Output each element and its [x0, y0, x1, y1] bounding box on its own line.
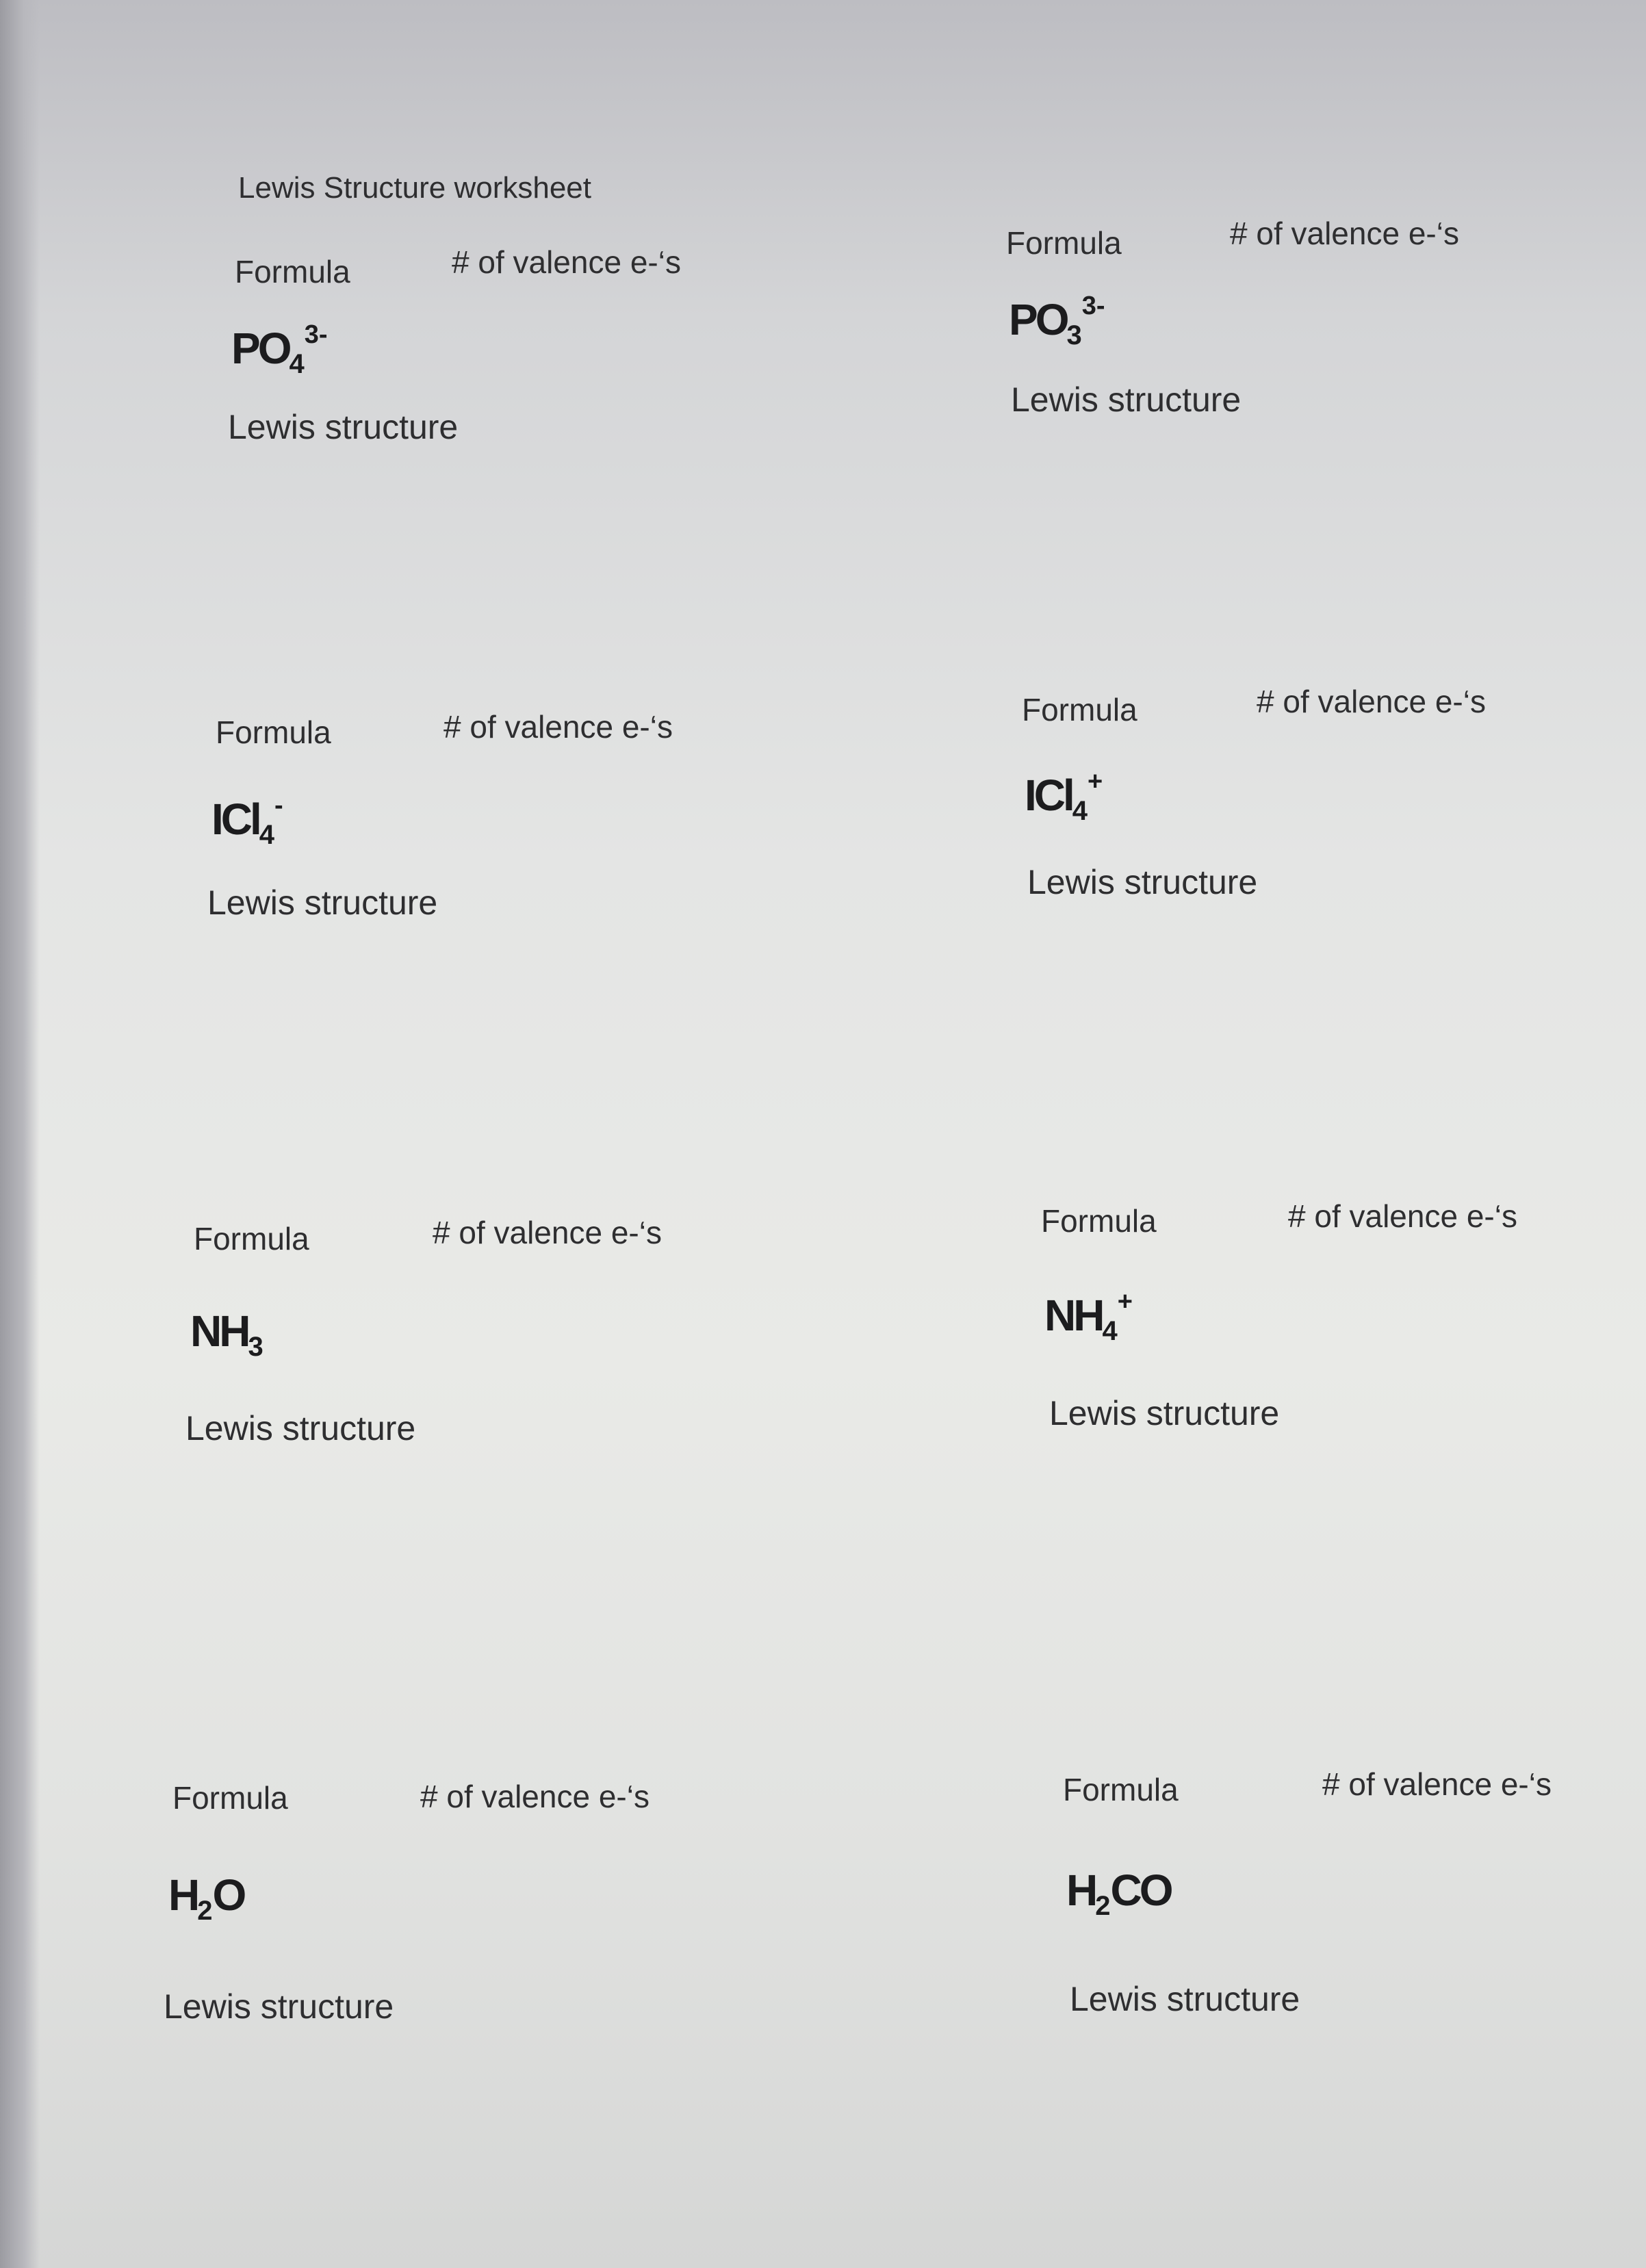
valence-electrons-label: # of valence e-‘s — [443, 709, 673, 745]
formula-icl4-minus: ICl$_4$- — [211, 791, 283, 850]
formula-label: Formula — [1063, 1772, 1179, 1807]
valence-electrons-label: # of valence e-‘s — [420, 1779, 650, 1814]
valence-electrons-label: # of valence e-‘s — [452, 244, 681, 280]
valence-electrons-label: # of valence e-‘s — [1288, 1198, 1517, 1234]
valence-electrons-label: # of valence e-‘s — [1230, 216, 1459, 251]
formula-label: Formula — [194, 1221, 309, 1257]
formula-po4-3minus: $PO_4^{3-}$ — [231, 320, 328, 379]
lewis-structure-label: Lewis structure — [1049, 1394, 1280, 1432]
formula-label: Formula — [216, 714, 331, 750]
lewis-structure-label: Lewis structure — [228, 408, 459, 446]
page-edge — [0, 0, 40, 2268]
lewis-structure-label: Lewis structure — [1011, 381, 1242, 419]
formula-label: Formula — [1006, 225, 1122, 261]
formula-h2co: $H_2CO$ — [1066, 1866, 1171, 1921]
formula-po3-3minus: $PO_3^{3-}$ — [1009, 292, 1105, 350]
formula-icl4-plus: ICl$_4$+ — [1025, 767, 1103, 826]
formula-label: Formula — [1041, 1203, 1157, 1239]
formula-label: Formula — [1022, 692, 1137, 727]
lewis-structure-label: Lewis structure — [207, 884, 438, 922]
lewis-structure-label: Lewis structure — [185, 1409, 416, 1447]
lewis-structure-label: Lewis structure — [164, 1987, 394, 2026]
lewis-structure-label: Lewis structure — [1070, 1980, 1300, 2018]
formula-h2o: $H_2O$ — [168, 1870, 244, 1926]
formula-label: Formula — [235, 254, 350, 289]
formula-nh4-plus: $NH_4^+$ — [1044, 1287, 1133, 1346]
worksheet-title: Lewis Structure worksheet — [238, 171, 591, 205]
lewis-structure-label: Lewis structure — [1027, 863, 1258, 901]
valence-electrons-label: # of valence e-‘s — [1257, 684, 1486, 719]
valence-electrons-label: # of valence e-‘s — [1322, 1766, 1552, 1802]
valence-electrons-label: # of valence e-‘s — [433, 1215, 662, 1250]
formula-label: Formula — [172, 1780, 288, 1816]
formula-nh3: $NH_3$ — [190, 1306, 263, 1362]
